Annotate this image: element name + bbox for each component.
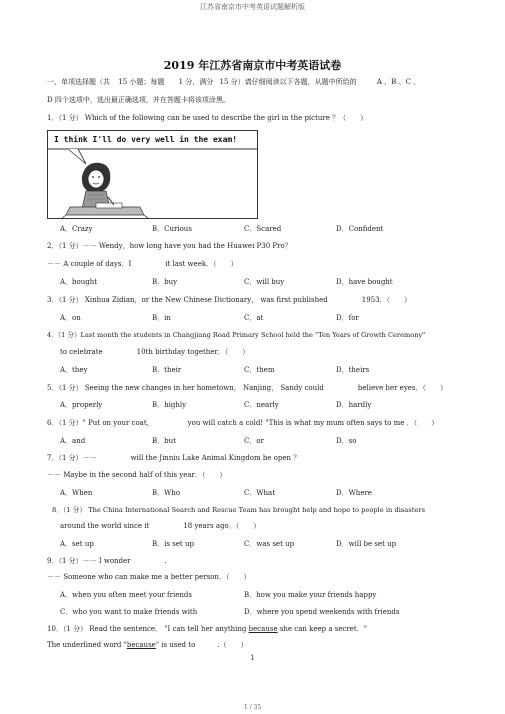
page-number: 1: [250, 654, 255, 662]
question-6-stem: 6．（1 分）" Put on your coat， you will catch a cold! "This is what my mum often says to me ．（ ）: [47, 419, 439, 427]
pager-indicator: 1 / 35: [243, 704, 262, 711]
question-3-stem: 3．（1 分） Xinhua Zidian，or the New Chinese Dictionary， was first published 1953．（ ）: [47, 296, 412, 304]
q1-option-a: A．Crazy: [60, 225, 93, 233]
question-8-stem: 8．（1 分） The China International Search and Rescue Team has brought help and hope to people in disasters: [52, 506, 426, 514]
question-2-stem-line2: －－ A couple of days．I it last week．（ ）: [47, 260, 238, 268]
instr-part-a: 一、单项选择题（共: [47, 78, 110, 86]
q1-option-b: B．Curious: [152, 225, 192, 233]
speech-bubble-text: I think I'll do very well in the exam!: [54, 135, 238, 144]
q6-option-d: D．so: [336, 437, 357, 445]
instr-part-d: 15 分）请仔细阅读以下各题，从题中所给的: [219, 78, 357, 86]
q8-option-c: C．was set up: [244, 540, 295, 548]
question-1-stem: 1．（1 分） Which of the following can be used to describe the girl in the picture ？（ ）: [47, 114, 368, 122]
q5-option-d: D．hardly: [336, 401, 372, 409]
q9-option-b: B．how you make your friends happy: [244, 591, 377, 599]
q8-option-a: A．set up: [60, 540, 94, 548]
q3-option-d: D．for: [336, 314, 359, 322]
q2-option-a: A．bought: [60, 278, 98, 286]
q8-option-d: D．will be set up: [336, 540, 397, 548]
q4-option-d: D．theirs: [336, 366, 370, 374]
q9-option-c: C．who you want to make friends with: [60, 608, 198, 616]
q7-option-d: D．Where: [336, 489, 372, 497]
running-header: 江苏省南京市中考英语试题解析版: [200, 3, 305, 11]
instr-part-b: 15 小题；每题: [118, 78, 165, 86]
instr-part-c: 1 分，满分: [178, 78, 214, 86]
q4-option-b: B．their: [152, 366, 182, 374]
q2-option-b: B．buy: [152, 278, 178, 286]
question-9-stem: 9．（1 分）－－ I wonder .: [47, 557, 167, 565]
q6-option-c: C．or: [244, 437, 264, 445]
section-instructions-line2: D 四个选项中，选出最正确选项，并在答题卡将该项涂黑。: [47, 96, 230, 104]
q5-option-a: A．properly: [60, 401, 103, 409]
q4-option-c: C．them: [244, 366, 275, 374]
q2-option-d: D．have bought: [336, 278, 393, 286]
girl-illustration: [48, 131, 257, 218]
question-5-stem: 5．（1 分） Seeing the new changes in her hometown， Nanjing， Sandy could believe her eyes．（ ）: [47, 384, 448, 392]
question-4-stem-line2: to celebrate 10th birthday together．（ ）: [60, 348, 250, 356]
q7-option-a: A．When: [60, 489, 93, 497]
q3-option-b: B．in: [152, 314, 171, 322]
question-10-stem-line2: The underlined word "because" is used to .（ ）: [47, 641, 248, 649]
q5-option-b: B．highly: [152, 401, 187, 409]
instr-part-e: A 、B 、C 、: [376, 78, 421, 86]
question-7-stem-line2: －－ Maybe in the second half of this year．（ ）: [47, 471, 227, 479]
q9-option-d: D．where you spend weekends with friends: [244, 608, 400, 616]
q8-option-b: B．is set up: [152, 540, 194, 548]
section-instructions-line1: [47, 78, 420, 87]
question-8-stem-line2: around the world since it 18 years ago．（ ）: [60, 522, 261, 530]
q2-option-c: C．will buy: [244, 278, 285, 286]
question-2-stem: 2．（1 分）－－ Wendy，how long have you had the Huawei P30 Pro？: [47, 242, 292, 250]
q5-option-c: C．nearly: [244, 401, 279, 409]
question-1-picture: [47, 130, 258, 219]
q1-option-c: C．Scared: [244, 225, 282, 233]
q6-option-a: A．and: [60, 437, 86, 445]
question-4-stem: 4．（1 分）Last month the students in Changjiang Road Primary School held the "Ten Years of Growth Ceremony": [47, 331, 426, 339]
q6-option-b: B．but: [152, 437, 176, 445]
q3-option-c: C．at: [244, 314, 264, 322]
q1-option-d: D．Confident: [336, 225, 384, 233]
q7-option-c: C．What: [244, 489, 276, 497]
question-10-stem: 10．（1 分） Read the sentence． "I can tell her anything because she can keep a secret．": [47, 625, 367, 633]
q9-option-a: A．when you often meet your friends: [60, 591, 192, 599]
question-9-stem-line2: －－ Someone who can make me a better person．（ ）: [47, 573, 251, 581]
q3-option-a: A．on: [60, 314, 81, 322]
page-title: 2019 年江苏省南京市中考英语试卷: [163, 59, 342, 72]
underlined-word: because: [248, 625, 278, 633]
q7-option-b: B．Who: [152, 489, 181, 497]
q4-option-a: A．they: [60, 366, 88, 374]
question-7-stem: 7．（1 分）－－ will the Jinniu Lake Animal Kingdom be open ？: [47, 454, 301, 462]
